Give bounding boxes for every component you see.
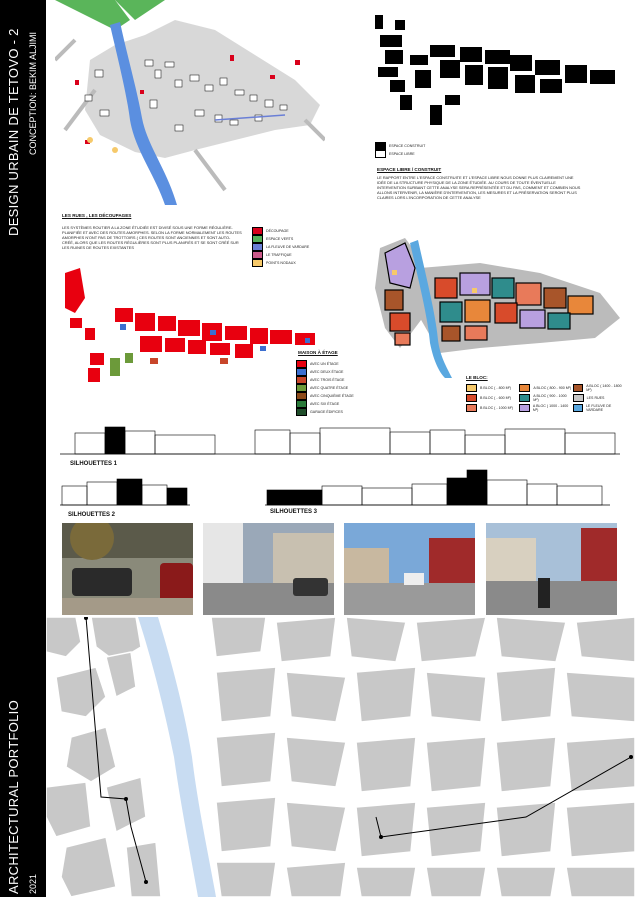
street-photo-1 — [62, 523, 193, 615]
street-photo-2 — [203, 523, 334, 615]
silhouette-2-label: SILHOUETTES 2 — [68, 512, 116, 518]
legend-swatch — [375, 150, 386, 158]
free-space-heading: ESPACE LIBRE / CONSTRUIT — [377, 167, 442, 172]
legend-label: ESPACE CONSTRUIT — [389, 144, 426, 148]
silhouette-3-label: SILHOUETTES 3 — [270, 509, 318, 515]
free-space-legend — [375, 142, 425, 158]
legend-item — [375, 150, 425, 158]
blocks-map — [360, 228, 625, 378]
year-label: 2021 — [28, 873, 38, 894]
legend-swatch — [375, 142, 386, 150]
site-plan-map — [46, 617, 635, 897]
silhouette-1 — [60, 425, 620, 455]
streets-map — [55, 0, 325, 205]
silhouette-2 — [60, 476, 190, 506]
legend-label: ESPACE LIBRE — [389, 152, 415, 156]
blocks-legend: B BLOC ( - 800 M²) A BLOC ( 800 - 900 M²) A BLOC ( 1400 - 1800 M²) B BLOC ( - 600 M²) A BLOC ( 900 - 1000 M²) LES RUES B BLOC ( - 1000 M²) A BLOC ( 1000 - 1400 M²) LE FLEUVE DE VARDARE — [466, 384, 626, 412]
figure-ground-map — [370, 5, 625, 135]
portfolio-label: ARCHITECTURAL PORTFOLIO — [6, 700, 21, 894]
streets-heading: LES RUES , LES DÉCOUPAGES — [62, 213, 132, 218]
page-title: DESIGN URBAIN DE TETOVO - 2 — [6, 28, 21, 236]
street-photo-3 — [344, 523, 475, 615]
legend-item — [375, 142, 425, 150]
free-space-text: LE RAPPORT ENTRE L'ESPACE CONSTRUITE ET L'ESPACE LIBRE NOUS DONNE PLUS CLAIREMENT UNE IDÉE DE LA STRUCTURE PHYSIQUE DE LA ZONE ÉTUDIÉE. AU COURS DE TOUTE ÉVENTUELLE INTERVENTION SURBANT CETTE ANALYSE SERA REPRÉSENTÉE ET DU PAS, COMMENT ET COMBIEN NOUS ALLONS INTERVENIR, LA MANIÈRE D'INTERVENTION, LES MESURES ET LA PRÉSERVATION SERONT PLUS CLAIRES LORS L'INCORPORATION DE CETTE ANALYSE — [377, 175, 581, 200]
floors-heading: MAISON À ÉTAGE — [298, 350, 338, 355]
silhouette-3 — [265, 466, 610, 506]
streets-text: LES SYSTÈMES ROUTIER A LA ZONE ÉTUDIÉE EST DIVISÉ SOUS UNE FORME RÉGULIÈRE-PLANIFIÉE ET AVEC DES ROUTES AMORPHES. SELON LA FORME NORMALEMENT LES ROUTES AMORPHES N'ONT PAS DE TROTTOIRS ( CES ROUTES SONT ANCIENNES ET SONT AUTO-CRÉÉ, ALORS QUE LES ROUTES RÉGULIÈRES SONT PLUS PLANIFIÉS ET SE SONT CRÉÉ SUR LES RUINES DE ROUTES EXISTANTES — [62, 225, 242, 250]
author-credit: CONCEPTION: BEKIM ALJIMI — [28, 31, 38, 155]
sidebar — [0, 0, 46, 897]
silhouette-1-label: SILHOUETTES 1 — [70, 461, 118, 467]
blocks-heading: LE BLOC: — [466, 375, 488, 380]
floors-legend: AVEC UN ÉTAGE AVEC DEUX ÉTAGE AVEC TROIS ÉTAGE AVEC QUATRE ÉTAGE AVEC CINQUIÈME ÉTAGE AVEC SIX ÉTAGE GARAGE ÉDIFICES — [296, 360, 354, 416]
streets-legend: DÉCOUPAGE ESPACE VERTS LA FLEUVE DE VARDARE LE TRAFFIQUE POINTS NODAUX — [252, 227, 309, 267]
street-photo-4 — [486, 523, 617, 615]
